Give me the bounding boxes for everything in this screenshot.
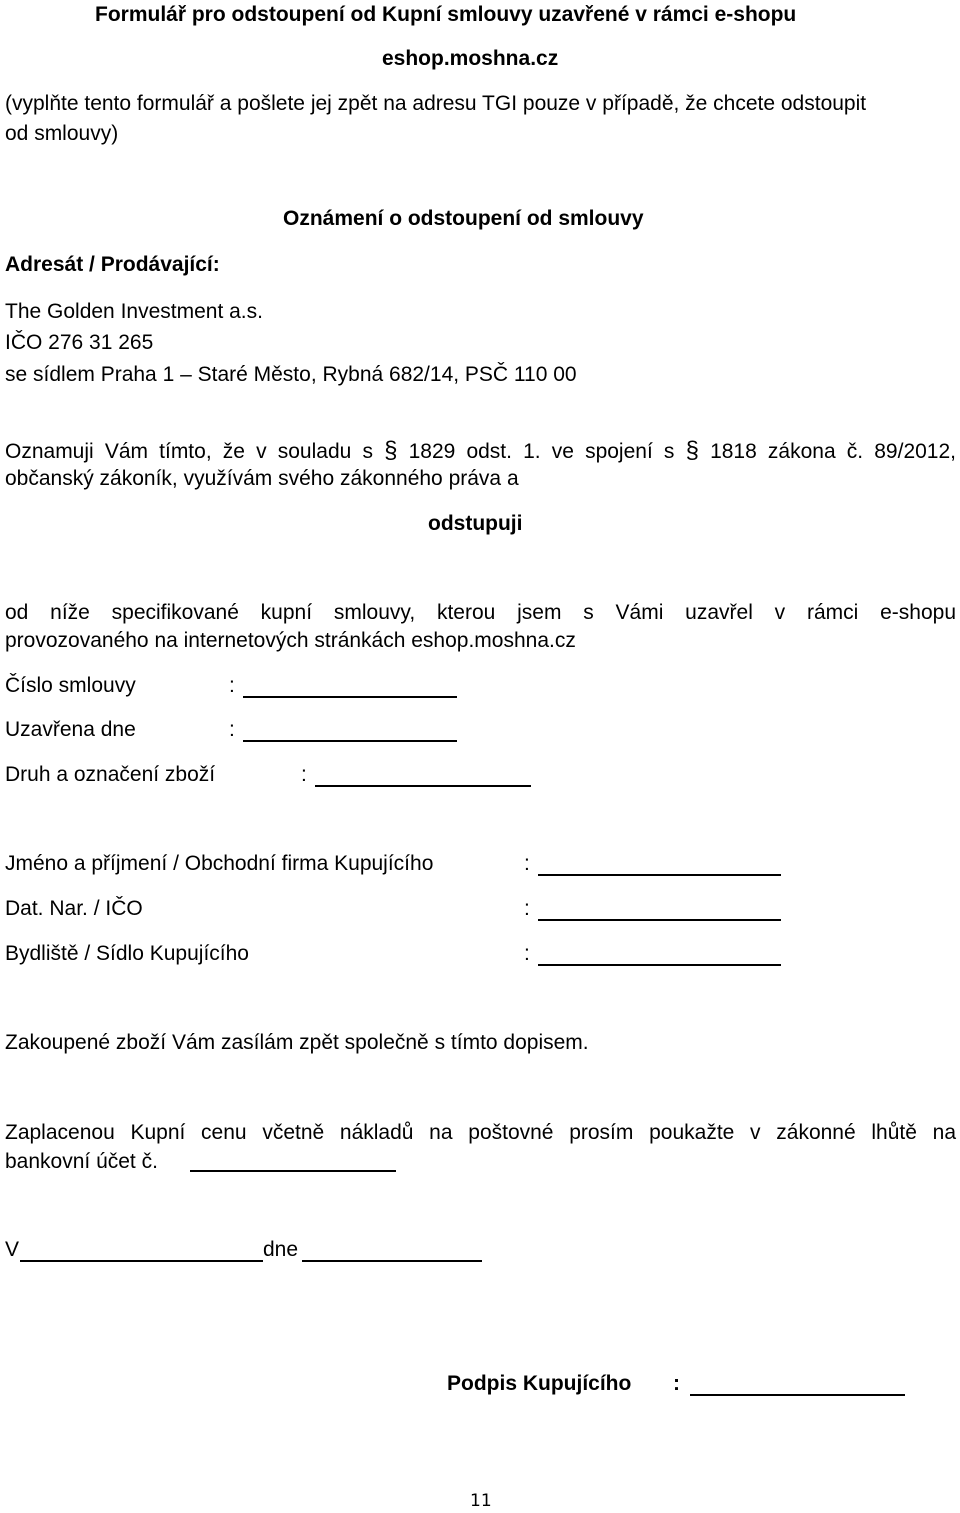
refund-line-2: bankovní účet č. [5,1150,158,1173]
goods-blank[interactable] [315,767,531,787]
seller-ico: IČO 276 31 265 [5,331,154,354]
return-statement: Zakoupené zboží Vám zasílám zpět společně s tímto dopisem. [5,1031,589,1054]
contract-number-blank[interactable] [243,678,457,698]
site-name: eshop.moshna.cz [382,47,559,70]
seller-address: se sídlem Praha 1 – Staré Město, Rybná 682/14, PSČ 110 00 [5,363,577,386]
form-title: Formulář pro odstoupení od Kupní smlouvy uzavřené v rámci e-shopu [95,3,797,26]
section-sign-icon: § [685,437,699,464]
contract-number-label: Číslo smlouvy [5,674,136,697]
contract-line-1: od níže specifikované kupní smlouvy, kterou jsem s Vámi uzavřel v rámci e-shopu [5,601,956,624]
declaration-line-2: občanský zákoník, využívám svého zákonného práva a [5,467,519,490]
buyer-address-blank[interactable] [538,946,781,966]
concluded-on-colon: : [229,718,235,741]
goods-label: Druh a označení zboží [5,763,216,786]
buyer-name-colon: : [524,852,530,875]
notice-heading: Oznámení o odstoupení od smlouvy [283,207,644,230]
declaration-line-1 [5,437,956,465]
declaration-part-1: Oznamuji Vám tímto, že v souladu s [5,440,373,463]
signature-label: Podpis Kupujícího [447,1372,632,1395]
buyer-birth-colon: : [524,897,530,920]
declaration-part-2: 1829 odst. 1. ve spojení s [408,440,675,463]
instruction-line-1: (vyplňte tento formulář a pošlete jej zpět na adresu TGI pouze v případě, že chcete odstoupit [5,92,867,115]
contract-number-colon: : [229,674,235,697]
instruction-line-2: od smlouvy) [5,122,119,145]
buyer-address-label: Bydliště / Sídlo Kupujícího [5,942,249,965]
buyer-address-colon: : [524,942,530,965]
buyer-name-blank[interactable] [538,856,781,876]
declaration-part-3: 1818 zákona č. 89/2012, [710,440,956,463]
date-word: dne [263,1238,299,1261]
withdraw-word: odstupuji [428,512,523,535]
seller-company: The Golden Investment a.s. [5,300,263,323]
place-prefix: V [5,1238,20,1261]
signature-blank[interactable] [690,1376,905,1396]
refund-line-1: Zaplacenou Kupní cenu včetně nákladů na poštovné prosím poukažte v zákonné lhůtě na [5,1121,956,1144]
concluded-on-blank[interactable] [243,722,457,742]
signature-colon: : [673,1372,680,1395]
buyer-name-label: Jméno a příjmení / Obchodní firma Kupujícího [5,852,434,875]
goods-colon: : [301,763,307,786]
buyer-birth-blank[interactable] [538,901,781,921]
contract-line-2: provozovaného na internetových stránkách eshop.moshna.cz [5,629,576,652]
addressee-label: Adresát / Prodávající: [5,253,220,276]
bank-account-blank[interactable] [190,1152,396,1172]
concluded-on-label: Uzavřena dne [5,718,136,741]
date-blank[interactable] [302,1242,482,1262]
page-number: 11 [470,1491,492,1511]
section-sign-icon: § [384,437,398,464]
buyer-birth-label: Dat. Nar. / IČO [5,897,143,920]
place-blank[interactable] [20,1242,263,1262]
